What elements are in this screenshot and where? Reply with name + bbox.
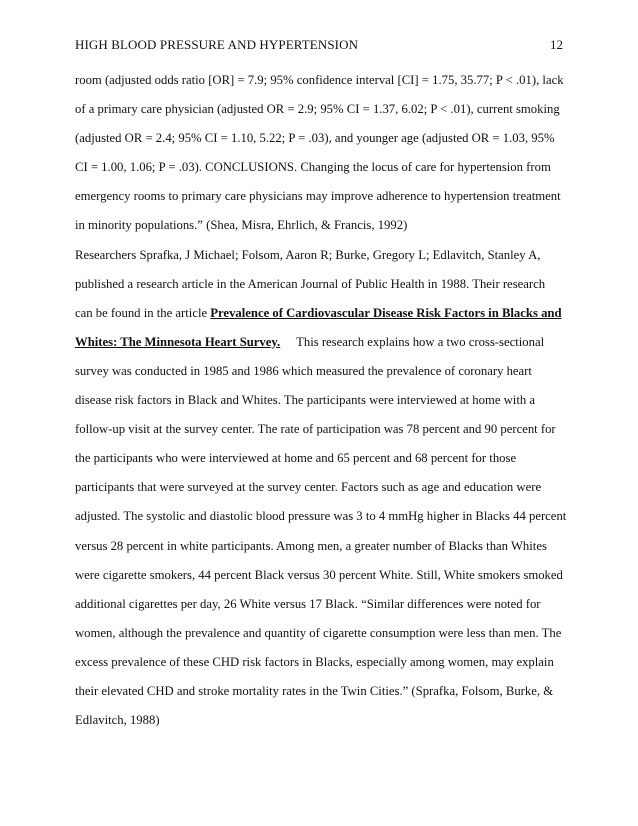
text-line: the participants who were interviewed at home and 65 percent and 68 percent for those xyxy=(75,451,517,466)
text-line: disease risk factors in Black and Whites. The participants were interviewed at home with a xyxy=(75,393,536,408)
text-line: survey was conducted in 1985 and 1986 which measured the prevalence of coronary heart xyxy=(75,363,532,378)
text-line: in minority populations.” (Shea, Misra, Ehrlich, & Francis, 1992) xyxy=(75,218,408,233)
text-line: excess prevalence of these CHD risk factors in Blacks, especially among women, may explain xyxy=(75,654,554,669)
text-line: (adjusted OR = 2.4; 95% CI = 1.10, 5.22; P = .03), and younger age (adjusted OR = 1.03, 95% xyxy=(75,131,555,146)
page-header xyxy=(75,37,563,55)
running-head: HIGH BLOOD PRESSURE AND HYPERTENSION xyxy=(75,37,359,52)
article-title-part-2: Whites: The Minnesota Heart Survey. xyxy=(75,334,281,349)
text-line: their elevated CHD and stroke mortality rates in the Twin Cities.” (Sprafka, Folsom, Burke, & xyxy=(75,683,554,698)
text-line: emergency rooms to primary care physicians may improve adherence to hypertension treatment xyxy=(75,189,561,204)
text-line: of a primary care physician (adjusted OR = 2.9; 95% CI = 1.37, 6.02; P < .01), current smoking xyxy=(75,102,560,117)
page-number: 12 xyxy=(550,37,563,52)
text-line: CI = 1.00, 1.06; P = .03). CONCLUSIONS. Changing the locus of care for hypertension from xyxy=(75,160,551,175)
text-fragment: can be found in the article xyxy=(75,305,211,320)
text-line: published a research article in the American Journal of Public Health in 1988. Their research xyxy=(75,276,546,291)
text-line xyxy=(75,328,565,357)
text-line: room (adjusted odds ratio [OR] = 7.9; 95% confidence interval [CI] = 1.75, 35.77; P < .01), lack xyxy=(75,73,564,87)
text-line xyxy=(75,299,565,328)
text-fragment: This research explains how a two cross-sectional xyxy=(296,334,545,349)
text-line: versus 28 percent in white participants. Among men, a greater number of Blacks than Whites xyxy=(75,538,547,553)
text-line: additional cigarettes per day, 26 White versus 17 Black. “Similar differences were noted for xyxy=(75,596,541,611)
article-title-part-1: Prevalence of Cardiovascular Disease Risk Factors in Blacks and xyxy=(210,305,562,320)
text-line: women, although the prevalence and quantity of cigarette consumption were less than men. The xyxy=(75,625,562,640)
text-line: adjusted. The systolic and diastolic blood pressure was 3 to 4 mmHg higher in Blacks 44 percent xyxy=(75,509,567,524)
text-line: were cigarette smokers, 44 percent Black versus 30 percent White. Still, White smokers smoked xyxy=(75,567,563,582)
body-text xyxy=(75,66,565,735)
text-line: participants that were surveyed at the survey center. Factors such as age and education were xyxy=(75,480,542,495)
text-line: follow-up visit at the survey center. The rate of participation was 78 percent and 90 percent for xyxy=(75,422,556,437)
text-line: Edlavitch, 1988) xyxy=(75,713,160,728)
text-line: Researchers Sprafka, J Michael; Folsom, Aaron R; Burke, Gregory L; Edlavitch, Stanley A, xyxy=(75,247,541,262)
